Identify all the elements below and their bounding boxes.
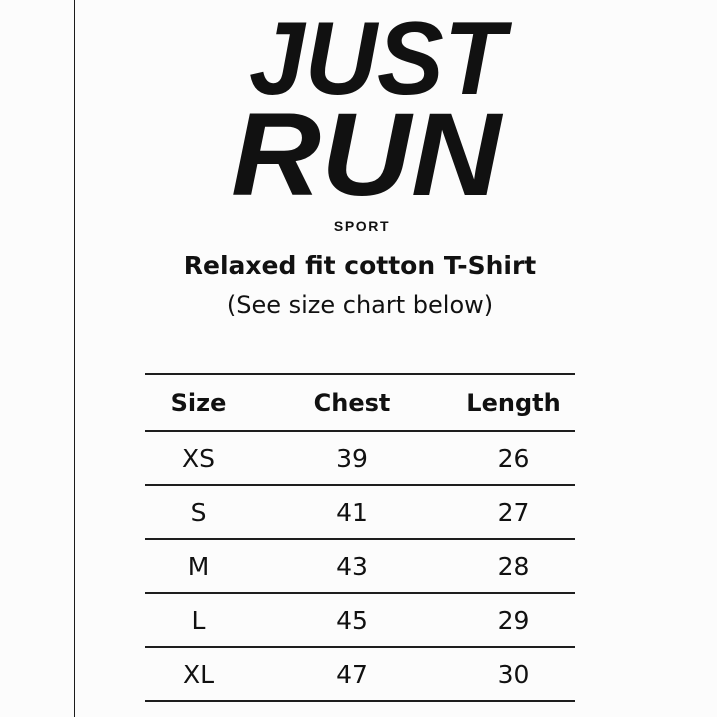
- size-cell: S: [190, 497, 207, 527]
- length-cell: 26: [497, 443, 530, 473]
- size-chart-table: [145, 373, 575, 702]
- table-header-row: [145, 374, 575, 431]
- length-cell: 27: [497, 497, 530, 527]
- table-row: [145, 593, 575, 647]
- product-title: Relaxed fit cotton T-Shirt: [183, 251, 537, 280]
- length-cell: 28: [497, 551, 530, 581]
- logo-line-just: JUST: [249, 1, 513, 117]
- size-cell: XS: [182, 443, 215, 473]
- length-cell: 29: [497, 605, 530, 635]
- size-cell: M: [187, 551, 210, 581]
- table-row: [145, 431, 575, 485]
- brand-logo: [0, 0, 717, 250]
- logo-line-run: RUN: [231, 89, 504, 221]
- length-cell: 30: [497, 659, 530, 689]
- chest-cell: 41: [336, 497, 368, 527]
- product-subtitle: (See size chart below): [226, 291, 494, 319]
- brand-tagline: SPORT: [333, 218, 391, 234]
- chest-cell: 45: [336, 605, 368, 635]
- chest-cell: 43: [336, 551, 368, 581]
- header-size: Size: [170, 388, 227, 417]
- table-row: [145, 647, 575, 701]
- table-row: [145, 485, 575, 539]
- chest-cell: 39: [336, 443, 368, 473]
- header-length: Length: [466, 388, 561, 417]
- table-row: [145, 539, 575, 593]
- brand-logo-art: [0, 0, 717, 250]
- chest-cell: 47: [336, 659, 368, 689]
- size-cell: L: [191, 605, 206, 635]
- header-chest: Chest: [313, 388, 391, 417]
- size-cell: XL: [182, 659, 215, 689]
